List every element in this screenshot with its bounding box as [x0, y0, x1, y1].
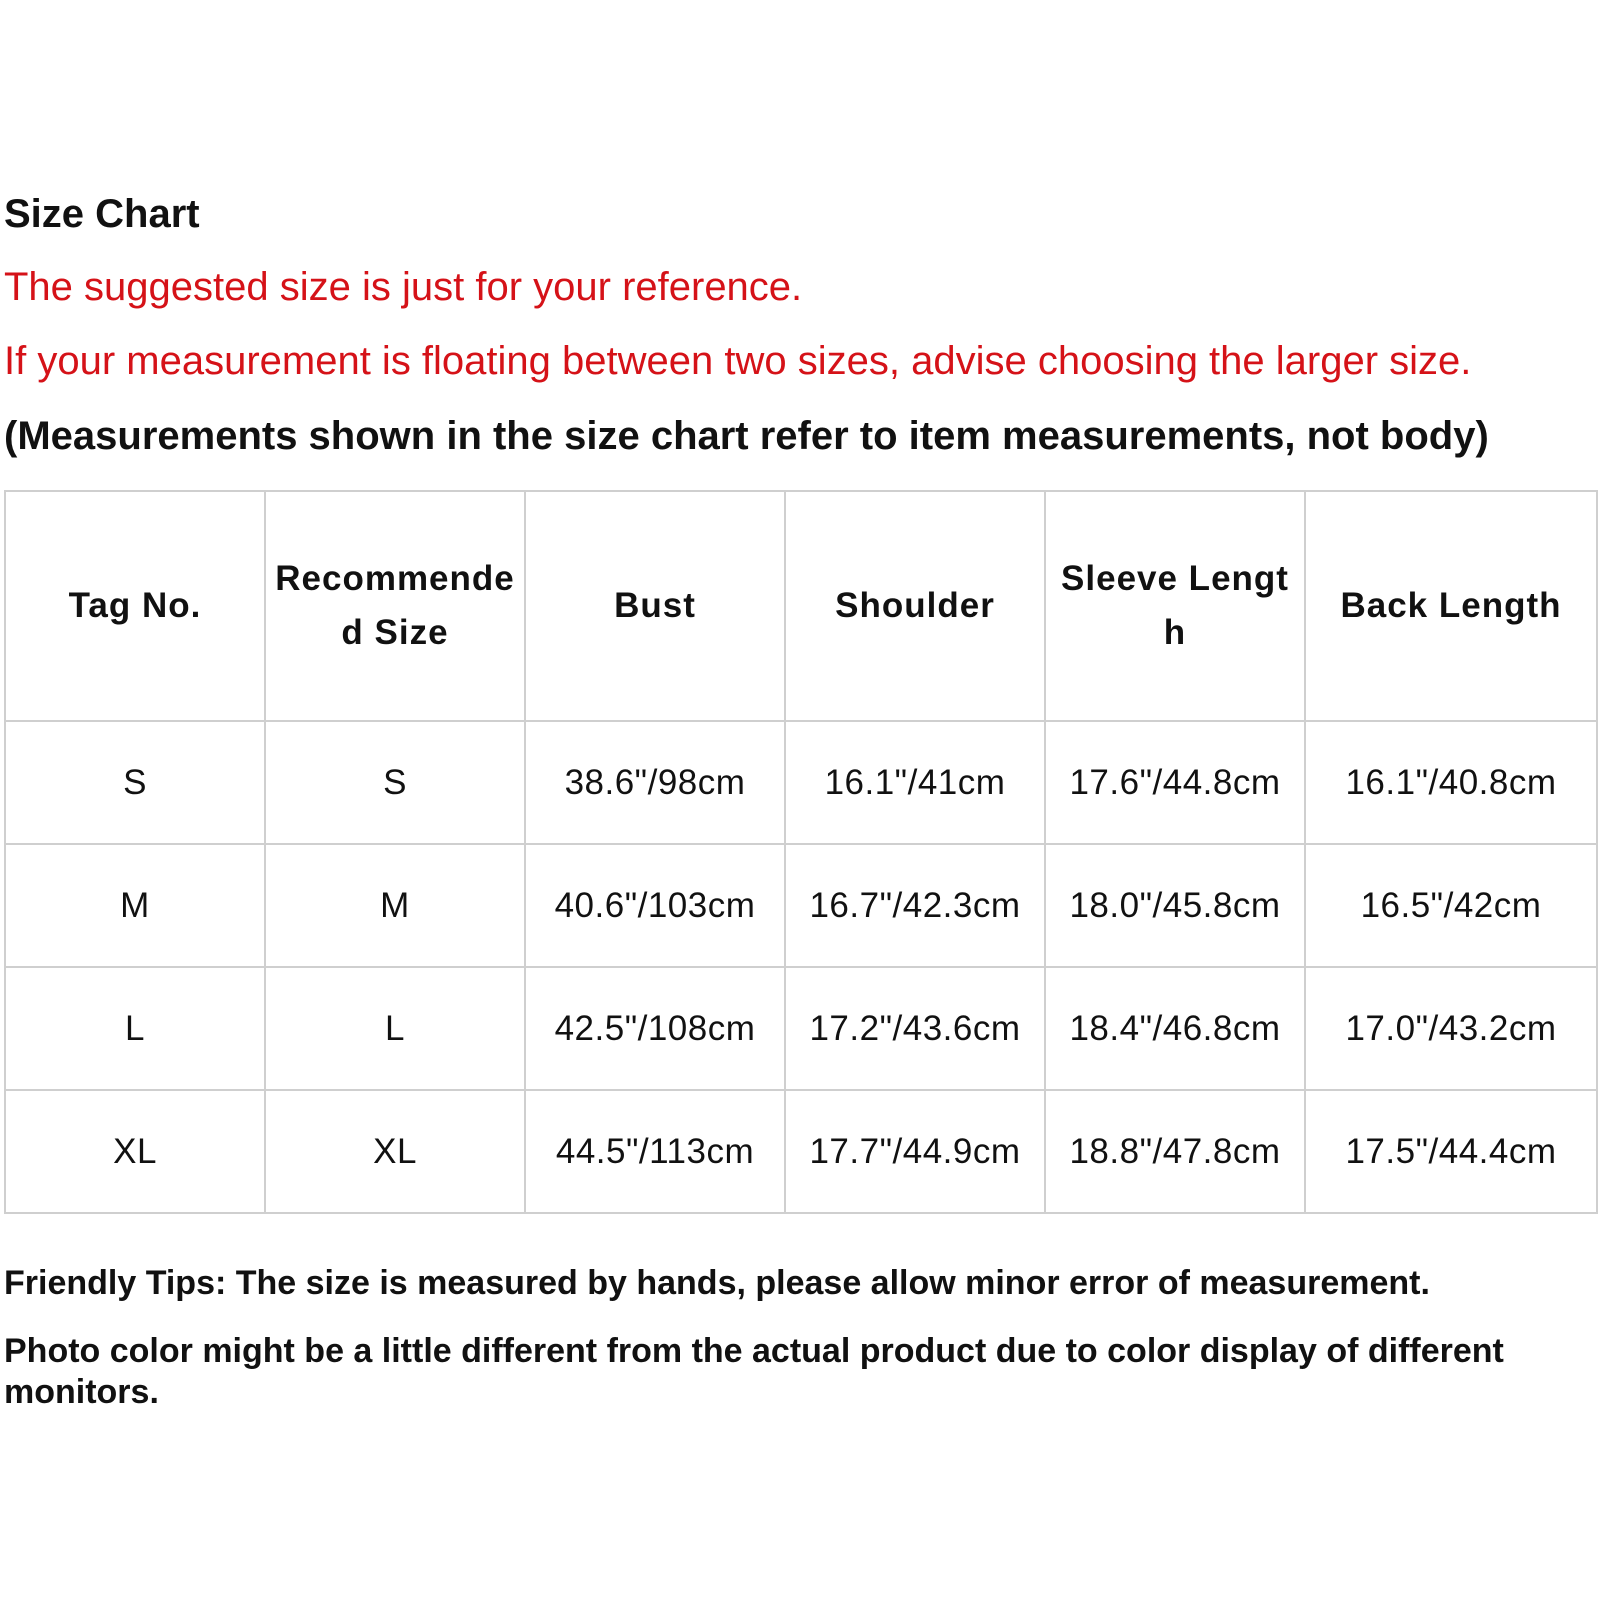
header-sleeve-length: Sleeve Length: [1045, 491, 1305, 721]
cell-tag-no: L: [5, 967, 265, 1090]
cell-tag-no: XL: [5, 1090, 265, 1213]
cell-recommended-size: S: [265, 721, 525, 844]
table-row: [5, 844, 1597, 967]
cell-bust: 44.5"/113cm: [525, 1090, 785, 1213]
cell-shoulder: 17.2"/43.6cm: [785, 967, 1045, 1090]
cell-sleeve-length: 18.4"/46.8cm: [1045, 967, 1305, 1090]
table-header-row: [5, 491, 1597, 721]
cell-recommended-size: M: [265, 844, 525, 967]
cell-recommended-size: XL: [265, 1090, 525, 1213]
cell-shoulder: 16.7"/42.3cm: [785, 844, 1045, 967]
cell-shoulder: 16.1"/41cm: [785, 721, 1045, 844]
header-recommended-size: Recommended Size: [265, 491, 525, 721]
table-row: [5, 721, 1597, 844]
cell-sleeve-length: 18.0"/45.8cm: [1045, 844, 1305, 967]
cell-bust: 42.5"/108cm: [525, 967, 785, 1090]
cell-back-length: 16.5"/42cm: [1305, 844, 1597, 967]
friendly-tips: Friendly Tips: The size is measured by hands, please allow minor error of measurement.: [4, 1264, 1430, 1302]
header-shoulder: Shoulder: [785, 491, 1045, 721]
table-row: [5, 1090, 1597, 1213]
header-bust: Bust: [525, 491, 785, 721]
cell-bust: 40.6"/103cm: [525, 844, 785, 967]
cell-tag-no: M: [5, 844, 265, 967]
cell-sleeve-length: 17.6"/44.8cm: [1045, 721, 1305, 844]
color-disclaimer: Photo color might be a little different from the actual product due to color display of different monitors.: [4, 1332, 1504, 1411]
floating-size-note: If your measurement is floating between two sizes, advise choosing the larger size.: [4, 339, 1472, 383]
measurement-note: (Measurements shown in the size chart refer to item measurements, not body): [4, 414, 1489, 458]
cell-back-length: 16.1"/40.8cm: [1305, 721, 1597, 844]
header-tag-no: Tag No.: [5, 491, 265, 721]
page-title: Size Chart: [4, 192, 200, 236]
header-back-length: Back Length: [1305, 491, 1597, 721]
cell-recommended-size: L: [265, 967, 525, 1090]
cell-tag-no: S: [5, 721, 265, 844]
table-row: [5, 967, 1597, 1090]
reference-note: The suggested size is just for your reference.: [4, 265, 803, 309]
cell-back-length: 17.5"/44.4cm: [1305, 1090, 1597, 1213]
cell-bust: 38.6"/98cm: [525, 721, 785, 844]
cell-shoulder: 17.7"/44.9cm: [785, 1090, 1045, 1213]
cell-sleeve-length: 18.8"/47.8cm: [1045, 1090, 1305, 1213]
size-table: [4, 490, 1598, 1214]
cell-back-length: 17.0"/43.2cm: [1305, 967, 1597, 1090]
